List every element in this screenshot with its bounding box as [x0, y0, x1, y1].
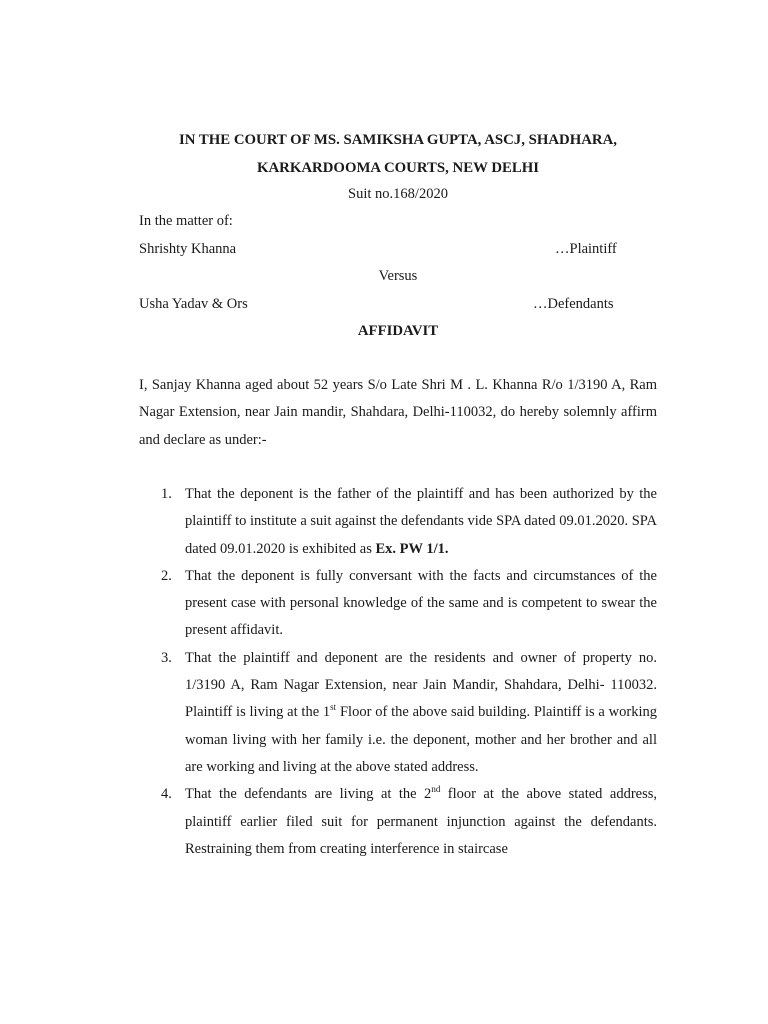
versus-label: Versus: [378, 268, 418, 284]
item-text-part2: floor at the above stated address, plaintiff earlier filed suit for permanent injunction against the defendants. Restraining them from creating interference in staircase: [185, 786, 658, 857]
suit-number: Suit no.168/2020: [348, 186, 448, 202]
intro-paragraph: I, Sanjay Khanna aged about 52 years S/o Late Shri M . L. Khanna R/o 1/3190 A, Ram Nagar Extension, near Jain mandir, Shahdara, Delhi-110032, do hereby solemnly affirm and declare as under:-: [139, 377, 657, 448]
item-number: 2.: [161, 567, 172, 584]
exhibit-reference: Ex. PW 1/1.: [375, 540, 449, 557]
court-heading-line1: IN THE COURT OF MS. SAMIKSHA GUPTA, ASCJ, SHADHARA,: [179, 132, 617, 148]
court-heading-line2: KARKARDOOMA COURTS, NEW DELHI: [256, 160, 540, 176]
list-item: [139, 645, 657, 781]
ordinal-suffix: st: [330, 702, 337, 713]
list-item: [139, 481, 657, 563]
list-item: [139, 563, 657, 645]
item-text: That the deponent is the father of the plaintiff and has been authorized by the plaintiff to institute a suit against the defendants vide SPA dated 09.01.2020. SPA dated 09.01.2020 is exhibited as: [185, 486, 657, 557]
item-text: That the deponent is fully conversant with the facts and circumstances of the present case with personal knowledge of the same and is competent to swear the present affidavit.: [185, 567, 657, 639]
item-number: 1.: [161, 486, 172, 502]
averments-list: [139, 481, 657, 863]
item-number: 3.: [161, 649, 172, 666]
affidavit-title: AFFIDAVIT: [357, 323, 439, 339]
list-item: [139, 781, 657, 863]
plaintiff-name: Shrishty Khanna: [139, 241, 237, 257]
item-text-part1: That the plaintiff and deponent are the residents and owner of property no. 1/3190 A, Ram Nagar Extension, near Jain Mandir, Shahdara, Delhi- 110032. Plaintiff is living at the 1: [185, 649, 657, 721]
defendant-role: …Defendants: [533, 296, 614, 312]
plaintiff-role: …Plaintiff: [555, 241, 617, 257]
item-text-part1: That the defendants are living at the 2: [185, 786, 432, 803]
defendant-name: Usha Yadav & Ors: [139, 296, 248, 312]
ordinal-suffix: nd: [431, 784, 441, 795]
matter-label: In the matter of:: [139, 213, 233, 229]
item-number: 4.: [161, 786, 172, 803]
item-text-part2: Floor of the above said building. Plaintiff is a working woman living with her family i.e. the deponent, mother and her brother and all are working and living at the above stated address.: [185, 704, 657, 775]
